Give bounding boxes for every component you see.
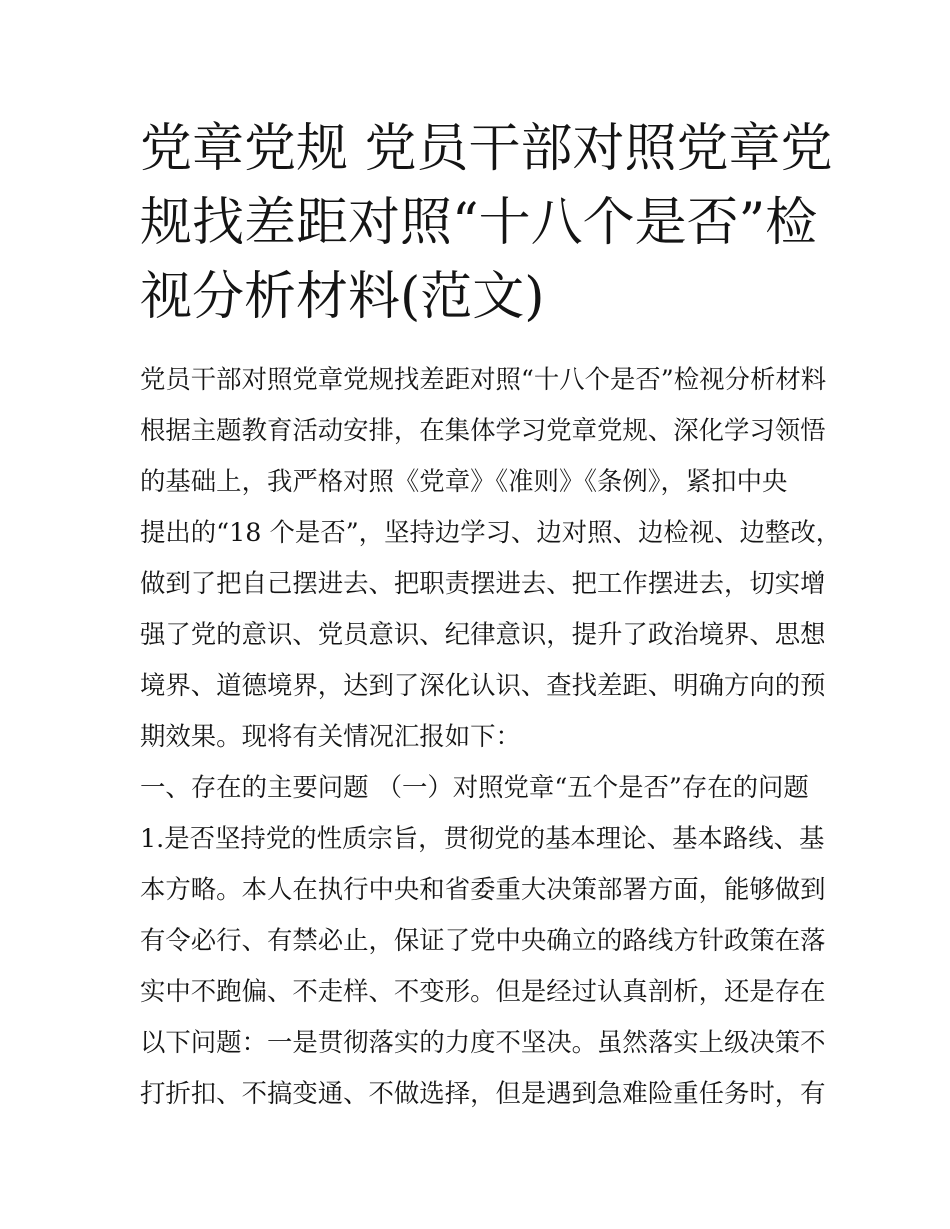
section-heading-line: 一、存在的主要问题 （一）对照党章“五个是否”存在的问题 <box>140 772 809 802</box>
body-line: 党员干部对照党章党规找差距对照“十八个是否”检视分析材料 <box>140 364 827 394</box>
document-body <box>140 354 842 1119</box>
body-line: 根据主题教育活动安排，在集体学习党章党规、深化学习领悟 <box>140 415 826 445</box>
body-line: 境界、道德境界，达到了深化认识、查找差距、明确方向的预 <box>140 670 826 700</box>
body-line: 1.是否坚持党的性质宗旨，贯彻党的基本理论、基本路线、基 <box>140 823 825 853</box>
body-line: 强了党的意识、党员意识、纪律意识，提升了政治境界、思想 <box>140 619 826 649</box>
body-line: 以下问题：一是贯彻落实的力度不坚决。虽然落实上级决策不 <box>140 1027 826 1057</box>
body-line: 期效果。现将有关情况汇报如下： <box>140 721 521 751</box>
body-line: 实中不跑偏、不走样、不变形。但是经过认真剖析，还是存在 <box>140 976 826 1006</box>
body-line: 提出的“18 个是否”，坚持边学习、边对照、边检视、边整改， <box>140 517 842 547</box>
body-line: 做到了把自己摆进去、把职责摆进去、把工作摆进去，切实增 <box>140 568 826 598</box>
body-line: 本方略。本人在执行中央和省委重大决策部署方面，能够做到 <box>140 874 826 904</box>
title-line: 党章党规 党员干部对照党章党 <box>140 119 833 179</box>
document-title <box>140 112 833 334</box>
title-line: 规找差距对照“十八个是否”检 <box>140 193 818 253</box>
title-line: 视分析材料(范文) <box>140 267 545 327</box>
body-line: 的基础上，我严格对照《党章》《准则》《条例》，紧扣中央 <box>140 466 788 496</box>
body-line: 有令必行、有禁必止，保证了党中央确立的路线方针政策在落 <box>140 925 826 955</box>
body-line: 打折扣、不搞变通、不做选择，但是遇到急难险重任务时，有 <box>140 1078 826 1108</box>
